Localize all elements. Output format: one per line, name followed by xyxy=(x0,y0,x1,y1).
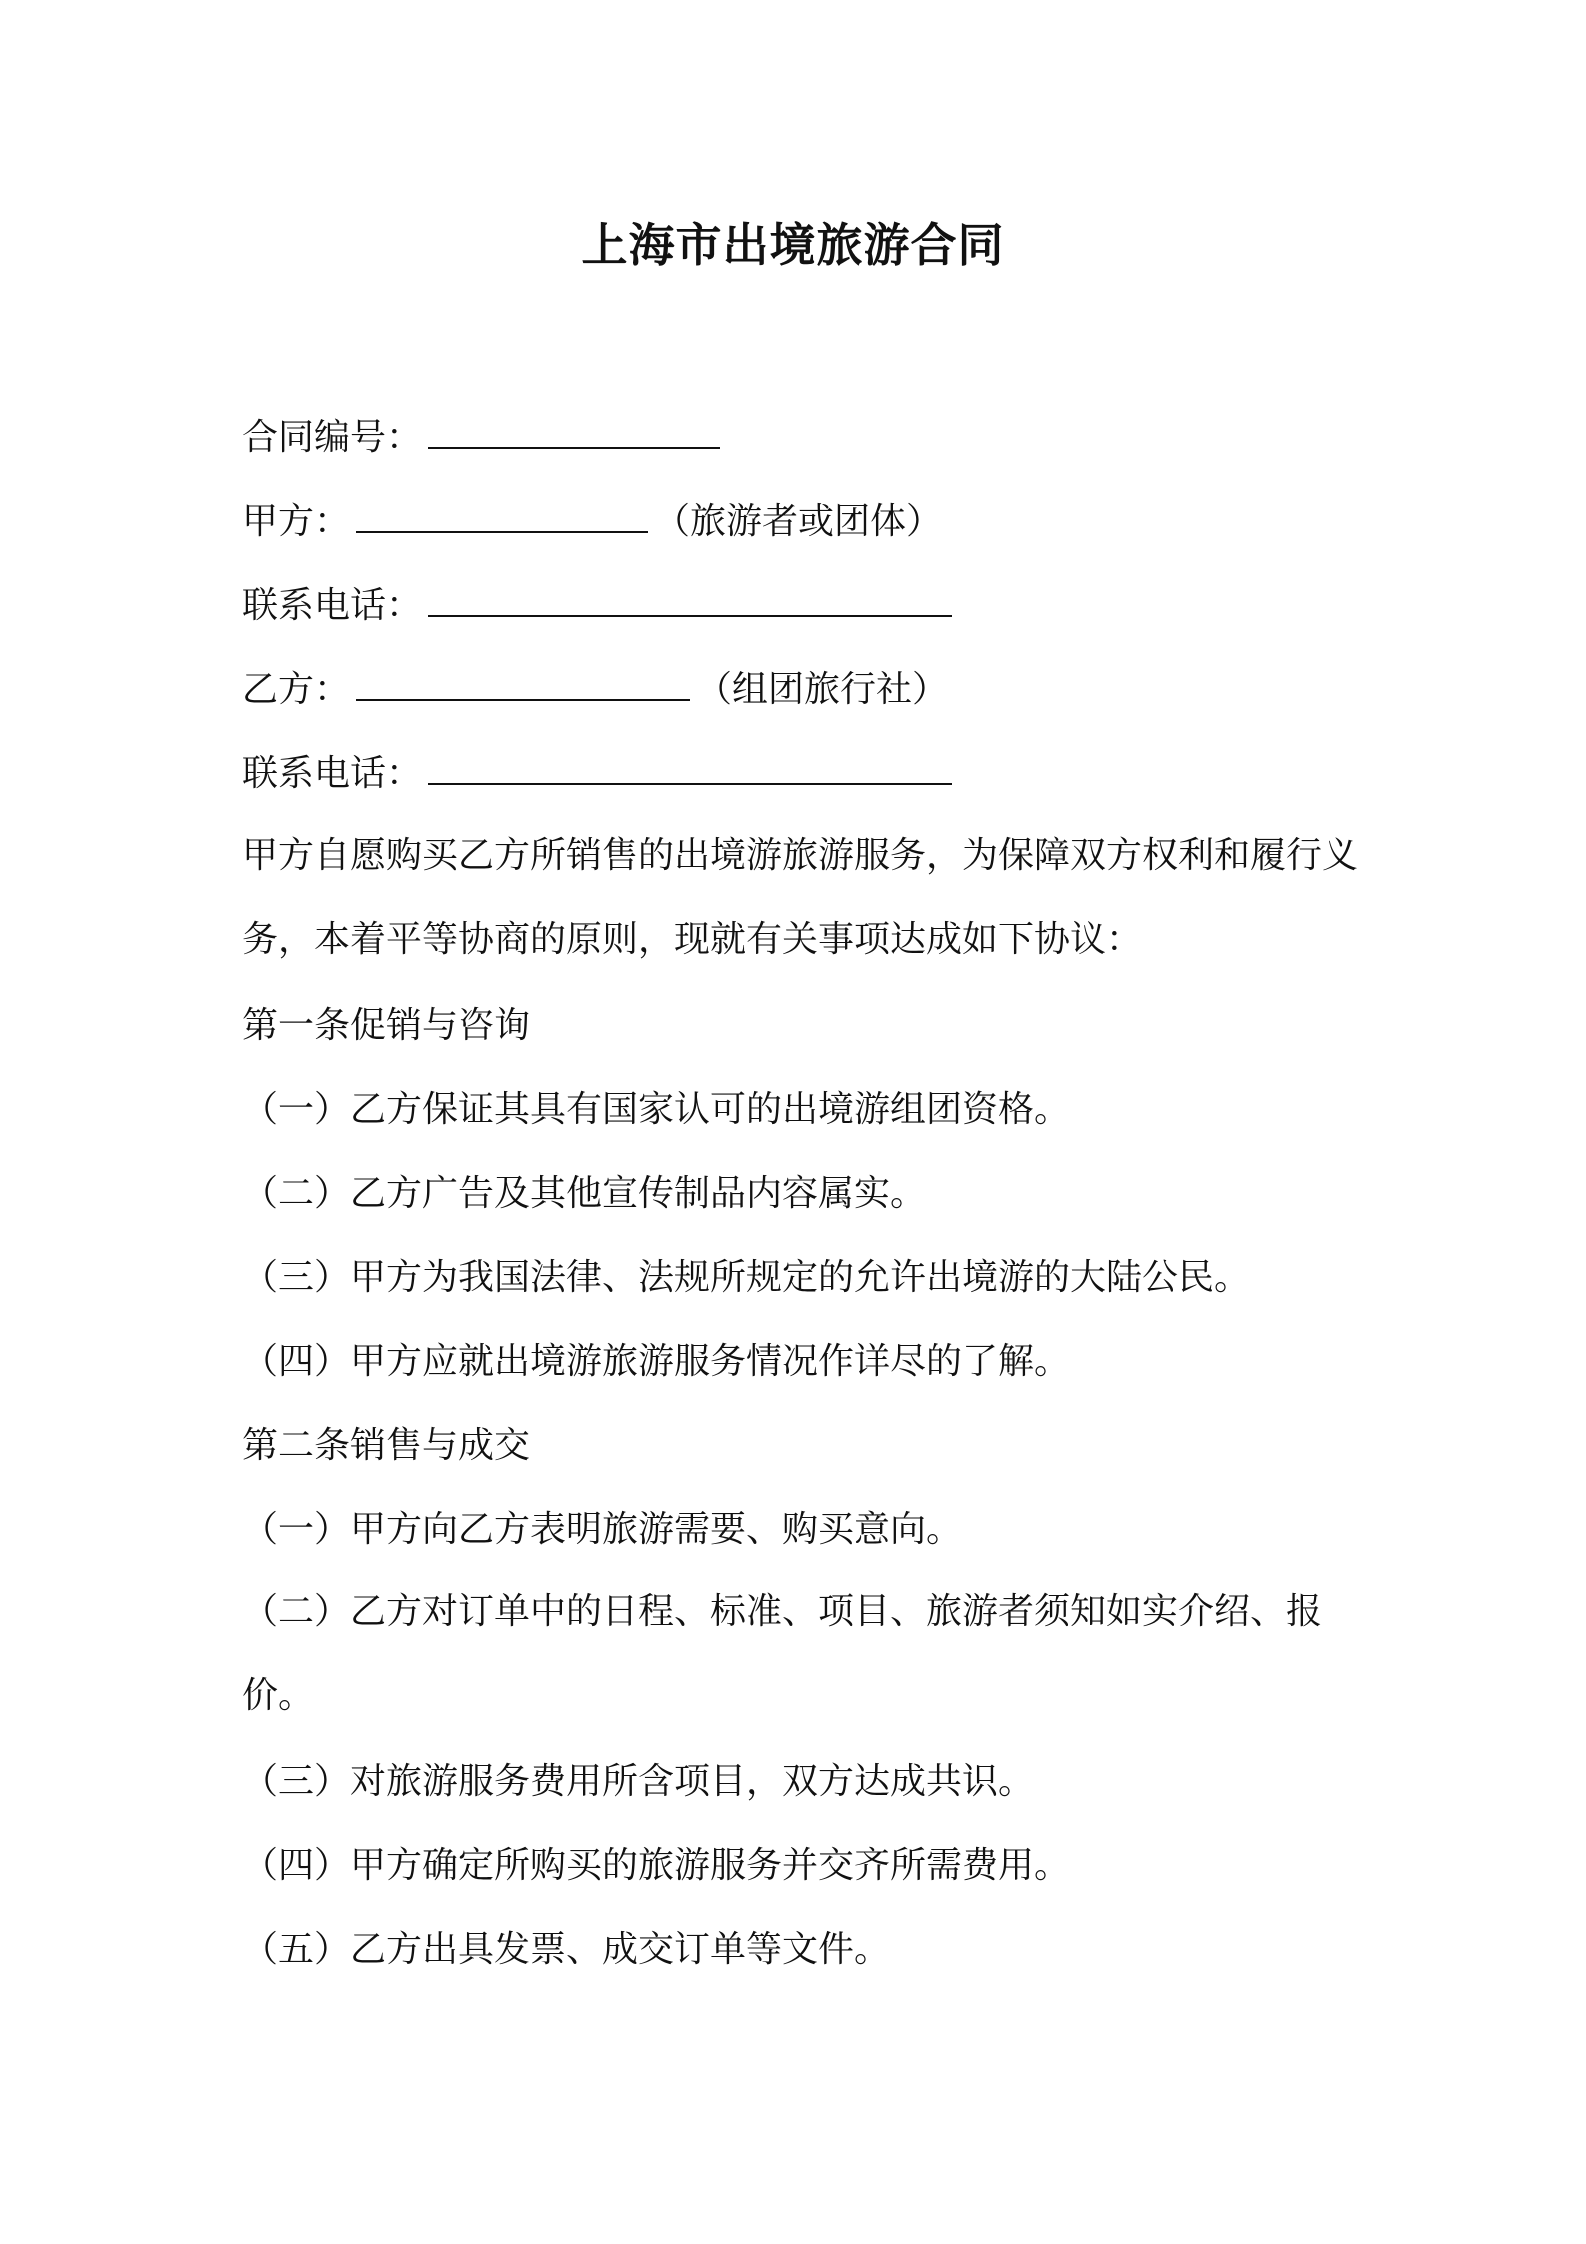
contract-number-field xyxy=(242,414,1362,462)
article-2-item: （二）乙方对订单中的日程、标准、项目、旅游者须知如实介绍、报价。 xyxy=(242,1591,1323,1716)
article-1-heading: 第一条促销与咨询 xyxy=(242,1005,531,1046)
article-1-item: （四）甲方应就出境游旅游服务情况作详尽的了解。 xyxy=(242,1341,1071,1382)
phone-a-field xyxy=(242,582,1362,630)
article-2-item: （三）对旅游服务费用所含项目，双方达成共识。 xyxy=(242,1761,1035,1802)
article-1-item: （一）乙方保证其具有国家认可的出境游组团资格。 xyxy=(242,1089,1071,1130)
phone-a-label: 联系电话： xyxy=(242,585,423,626)
phone-b-label: 联系电话： xyxy=(242,753,423,794)
article-1-item: （三）甲方为我国法律、法规所规定的允许出境游的大陆公民。 xyxy=(242,1257,1251,1298)
party-b-suffix: （组团旅行社） xyxy=(696,669,949,710)
party-a-suffix: （旅游者或团体） xyxy=(654,501,943,542)
party-b-field xyxy=(242,666,1362,714)
intro-paragraph: 甲方自愿购买乙方所销售的出境游旅游服务，为保障双方权利和履行义务，本着平等协商的原则，现就有关事项达成如下协议： xyxy=(242,835,1359,960)
party-b-blank[interactable] xyxy=(356,667,690,701)
article-2-heading: 第二条销售与成交 xyxy=(242,1425,531,1466)
party-a-field xyxy=(242,498,1362,546)
party-a-label: 甲方： xyxy=(242,501,351,542)
party-b-label: 乙方： xyxy=(242,669,351,710)
article-2-item: （四）甲方确定所购买的旅游服务并交齐所需费用。 xyxy=(242,1845,1071,1886)
article-2-item: （五）乙方出具发票、成交订单等文件。 xyxy=(242,1929,891,1970)
contract-number-blank[interactable] xyxy=(428,415,720,449)
contract-number-label: 合同编号： xyxy=(242,417,423,458)
article-1-item: （二）乙方广告及其他宣传制品内容属实。 xyxy=(242,1173,927,1214)
document-title: 上海市出境旅游合同 xyxy=(581,218,1005,272)
party-a-blank[interactable] xyxy=(356,499,648,533)
article-2-item: （一）甲方向乙方表明旅游需要、购买意向。 xyxy=(242,1509,963,1550)
phone-b-field xyxy=(242,750,1362,798)
phone-a-blank[interactable] xyxy=(428,583,952,617)
phone-b-blank[interactable] xyxy=(428,751,952,785)
